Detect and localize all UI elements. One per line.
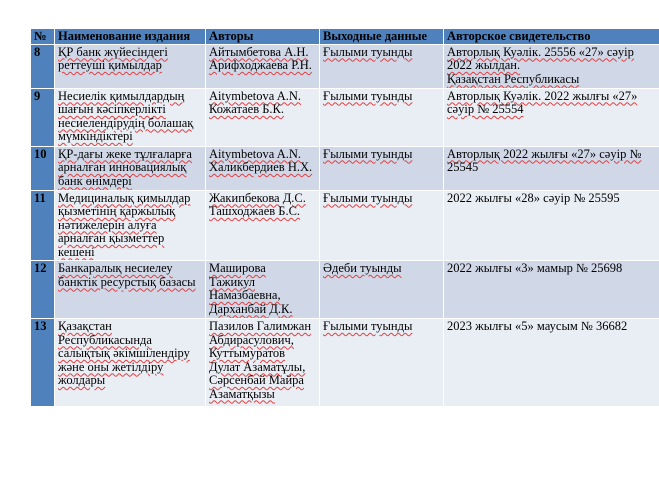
certificate-line: Авторлық Куәлік. 2022 жылғы «27» xyxy=(447,88,638,103)
author-line: Кожатаев Б.К. xyxy=(209,102,285,116)
title-cell xyxy=(55,261,206,319)
author-line: Абдирасулович, xyxy=(209,332,294,347)
title-line: Банкаралық несиелеу xyxy=(58,261,173,275)
title-line: шағын кәсіпкерлікті xyxy=(58,102,166,116)
certificate-line: 2023 жылғы «5» маусым № 36682 xyxy=(447,319,628,333)
title-line: Республикасында xyxy=(58,332,152,347)
certificate-cell xyxy=(444,190,659,261)
certificate-line: Авторлық Куәлік. 25556 «27» сәуір xyxy=(447,44,634,59)
output-line: Ғылыми туынды xyxy=(323,190,413,205)
title-cell xyxy=(55,190,206,261)
authors-cell xyxy=(206,190,320,261)
title-cell xyxy=(55,88,206,146)
certificate-cell xyxy=(444,44,659,88)
table-row xyxy=(31,319,659,407)
author-line: Ташходжаев Б.С. xyxy=(209,204,301,218)
author-line: Маширова xyxy=(209,261,266,275)
author-line: Намазбаевна, xyxy=(209,288,281,302)
certificate-line: Авторлық 2022 жылғы «27» сәуір № xyxy=(447,146,642,161)
output-line: Ғылыми туынды xyxy=(323,44,413,59)
title-line: жолдары xyxy=(58,373,106,387)
certificate-line: Қазақстан Республикасы xyxy=(447,71,580,86)
title-line: банктік ресурстық базасы xyxy=(58,274,196,289)
row-number: 10 xyxy=(31,146,55,190)
title-line: ҚР банк жүйесіндегі xyxy=(58,44,168,59)
output-cell xyxy=(320,261,444,319)
output-cell xyxy=(320,319,444,407)
row-number: 13 xyxy=(31,319,55,407)
row-number: 12 xyxy=(31,261,55,319)
table-row xyxy=(31,261,659,319)
title-line: салықтық әкімшілендіру xyxy=(58,346,190,360)
output-cell xyxy=(320,88,444,146)
author-line: Халикбердиев Н.Х. xyxy=(209,160,313,174)
header-authors: Авторы xyxy=(206,29,320,45)
title-cell xyxy=(55,319,206,407)
title-line: Несиелік қимылдардың xyxy=(58,88,185,103)
output-line: Әдеби туынды xyxy=(323,261,402,275)
table-header-row xyxy=(31,29,659,45)
row-number: 11 xyxy=(31,190,55,261)
authors-cell xyxy=(206,146,320,190)
authors-cell xyxy=(206,261,320,319)
author-line: Тажикул xyxy=(209,274,256,289)
output-line: Ғылыми туынды xyxy=(323,319,413,333)
header-output: Выходные данные xyxy=(320,29,444,45)
output-cell xyxy=(320,190,444,261)
certificate-line: 2022 жылдан. xyxy=(447,58,521,72)
title-line: Медициналық қимылдар xyxy=(58,190,191,205)
authors-cell xyxy=(206,88,320,146)
author-line: Азаматқызы xyxy=(209,386,275,401)
title-line: арналған инновациялық xyxy=(58,160,187,174)
title-line: және оны жетілдіру xyxy=(58,359,164,374)
certificate-cell xyxy=(444,261,659,319)
header-title: Наименование издания xyxy=(55,29,206,45)
output-line: Ғылыми туынды xyxy=(323,88,413,103)
certificate-cell xyxy=(444,319,659,407)
table-row xyxy=(31,44,659,88)
title-cell xyxy=(55,44,206,88)
publications-table-container xyxy=(30,28,659,407)
authors-cell xyxy=(206,319,320,407)
title-line: арналған қызметтер xyxy=(58,231,165,245)
table-row xyxy=(31,88,659,146)
header-number: № xyxy=(31,29,55,45)
table-row xyxy=(31,190,659,261)
author-line: Арифходжаева Р.Н. xyxy=(209,58,312,72)
author-line: Aitymbetova A.N. xyxy=(209,88,302,103)
title-line: кешені xyxy=(58,244,95,259)
authors-cell xyxy=(206,44,320,88)
certificate-line: 2022 жылғы «28» сәуір № 25595 xyxy=(447,190,620,205)
author-line: Сәрсенбай Майра xyxy=(209,373,304,387)
title-line: мүмкіндіктері xyxy=(58,129,133,143)
table-row xyxy=(31,146,659,190)
certificate-cell xyxy=(444,146,659,190)
title-line: несиелендірудің болашақ xyxy=(58,115,194,130)
author-line: Айтымбетова А.Н. xyxy=(209,44,309,59)
certificate-line: 25545 xyxy=(447,160,479,174)
title-line: қызметінің қаржылық xyxy=(58,204,176,218)
certificate-line: сәуір № 25554 xyxy=(447,102,524,116)
title-line: реттеуші қимылдар xyxy=(58,58,162,72)
title-line: банк өнімдері xyxy=(58,173,132,188)
author-line: Дарханбай Д.К. xyxy=(209,301,293,316)
publications-table xyxy=(30,28,659,407)
output-line: Ғылыми туынды xyxy=(323,146,413,161)
author-line: Куттымуратов xyxy=(209,346,286,360)
author-line: Дулат Азаматұлы, xyxy=(209,359,306,374)
author-line: Жакипбекова Д.С. xyxy=(209,190,306,205)
header-certificate: Авторское свидетельство xyxy=(444,29,659,45)
title-line: Қазақстан xyxy=(58,319,112,333)
title-cell xyxy=(55,146,206,190)
title-line: нәтижелерін алуға xyxy=(58,217,157,232)
output-cell xyxy=(320,44,444,88)
certificate-line: 2022 жылғы «3» мамыр № 25698 xyxy=(447,261,623,275)
output-cell xyxy=(320,146,444,190)
author-line: Пазилов Галимжан xyxy=(209,319,312,333)
row-number: 8 xyxy=(31,44,55,88)
author-line: Aitymbetova A.N. xyxy=(209,146,302,161)
title-line: ҚР-дағы жеке тұлғаларға xyxy=(58,146,192,161)
certificate-cell xyxy=(444,88,659,146)
row-number: 9 xyxy=(31,88,55,146)
